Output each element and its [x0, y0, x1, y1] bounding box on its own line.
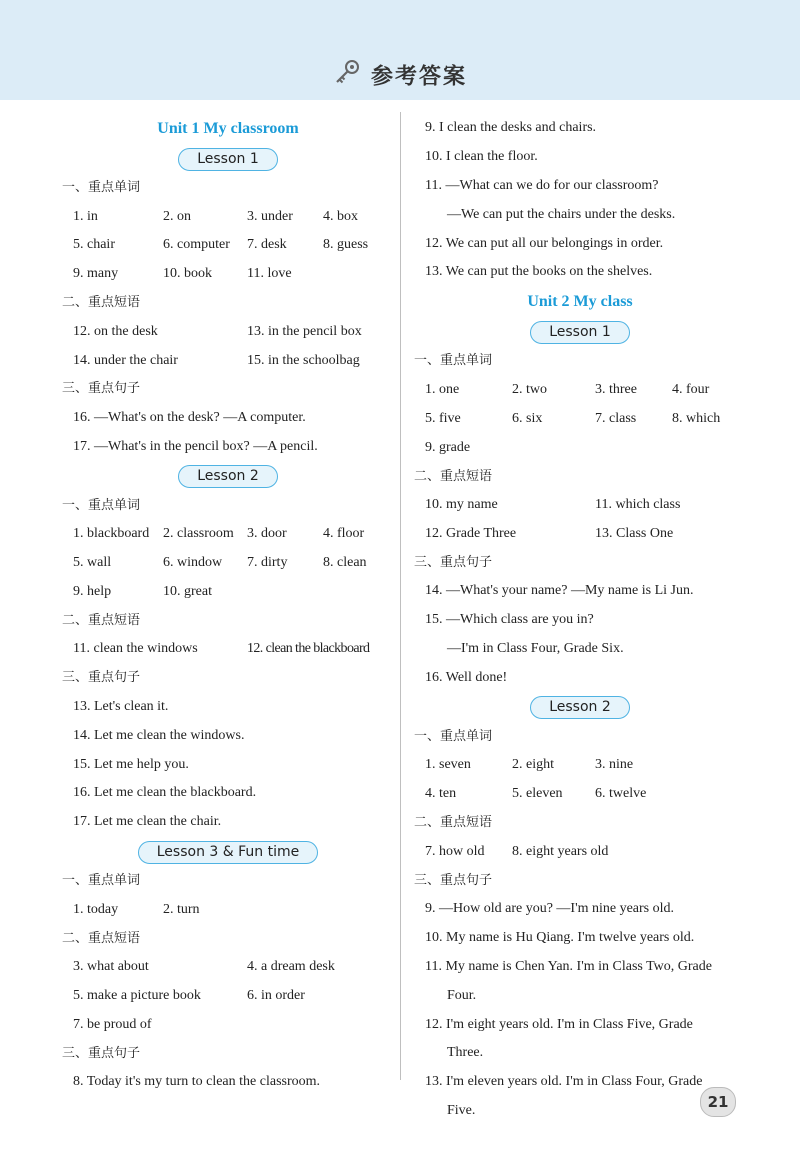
section-heading: 一、重点单词	[62, 873, 141, 889]
section-heading: 一、重点单词	[414, 728, 493, 744]
answer-row	[63, 953, 393, 982]
lesson-badge: Lesson 1	[178, 148, 278, 171]
answer-item: 7. be proud of	[73, 1016, 152, 1032]
answer-sentence: 14. —What's your name? —My name is Li Jun.	[425, 583, 694, 599]
answer-item: 13. in the pencil box	[247, 323, 362, 339]
section-heading: 三、重点句子	[62, 381, 141, 397]
answer-item: 6. six	[512, 410, 543, 426]
section-heading: 二、重点短语	[62, 295, 141, 311]
section-heading: 一、重点单词	[62, 497, 141, 513]
answer-item: 3. under	[247, 208, 293, 224]
answer-item: 13. Class One	[595, 525, 674, 541]
answer-item: 7. class	[595, 410, 637, 426]
answer-item: 11. love	[247, 266, 292, 282]
answer-sentence: 11. —What can we do for our classroom?	[425, 177, 659, 193]
answer-sentence: —We can put the chairs under the desks.	[447, 206, 676, 222]
answer-item: 3. door	[247, 526, 287, 542]
answer-item: 12. Grade Three	[425, 525, 517, 541]
section-heading: 三、重点句子	[62, 1045, 141, 1061]
answer-item: 1. one	[425, 381, 460, 397]
answer-item: 6. in order	[247, 988, 305, 1004]
answer-sentence: Four.	[447, 987, 477, 1003]
answer-item: 9. help	[73, 584, 112, 600]
answer-item: 9. many	[73, 266, 119, 282]
answer-row	[415, 751, 745, 780]
answer-item: 11. clean the windows	[73, 641, 198, 657]
lesson-badge: Lesson 2	[178, 465, 278, 488]
answer-row	[63, 520, 393, 549]
answer-item: 10. book	[163, 266, 212, 282]
answer-item: 3. nine	[595, 757, 634, 773]
lesson-badge: Lesson 2	[530, 696, 630, 719]
answer-item: 5. five	[425, 410, 461, 426]
answer-item: 3. three	[595, 381, 637, 397]
answer-sentence: Three.	[447, 1045, 484, 1061]
answer-item: 9. grade	[425, 439, 471, 455]
answer-item: 2. eight	[512, 757, 554, 773]
answer-item: 8. guess	[323, 237, 369, 253]
unit-title: Unit 2 My class	[527, 293, 633, 311]
section-heading: 三、重点句子	[62, 670, 141, 686]
answer-row	[415, 405, 745, 434]
answer-item: 2. two	[512, 381, 547, 397]
answer-sentence: 17. Let me clean the chair.	[73, 814, 222, 830]
answer-item: 3. what about	[73, 959, 149, 975]
answer-item: 4. four	[672, 381, 710, 397]
answer-row	[415, 491, 745, 520]
answer-sentence: —I'm in Class Four, Grade Six.	[447, 641, 624, 657]
left-column	[63, 114, 393, 1097]
answer-row	[415, 520, 745, 549]
unit-title: Unit 1 My classroom	[157, 120, 299, 137]
answer-sentence: Five.	[447, 1103, 476, 1119]
answer-item: 4. floor	[323, 526, 365, 542]
section-heading: 三、重点句子	[414, 872, 493, 888]
answer-row	[63, 635, 393, 664]
answer-sentence: 9. —How old are you? —I'm nine years old.	[425, 901, 675, 917]
answer-sentence: 12. We can put all our belongings in order.	[425, 235, 664, 251]
answer-sentence: 17. —What's in the pencil box? —A pencil.	[73, 438, 318, 454]
answer-item: 11. which class	[595, 497, 681, 513]
answer-sentence: 15. —Which class are you in?	[425, 612, 594, 628]
answer-item: 2. turn	[163, 901, 200, 917]
section-heading: 二、重点短语	[62, 930, 141, 946]
page-number: 21	[700, 1087, 736, 1117]
answer-row	[63, 203, 393, 232]
answer-sentence: 11. My name is Chen Yan. I'm in Class Two, Grade	[425, 958, 712, 974]
answer-sentence: 10. I clean the floor.	[425, 148, 538, 164]
answer-item: 7. desk	[247, 237, 287, 253]
answer-row	[63, 231, 393, 260]
answer-row	[415, 434, 745, 463]
answer-item: 8. clean	[323, 555, 367, 571]
answer-item: 1. today	[73, 901, 119, 917]
answer-row	[63, 318, 393, 347]
answer-item: 10. my name	[425, 497, 498, 513]
answer-item: 6. computer	[163, 237, 230, 253]
section-heading: 三、重点句子	[414, 554, 493, 570]
answer-item: 15. in the schoolbag	[247, 352, 360, 368]
answer-item: 7. dirty	[247, 555, 288, 571]
answer-item: 2. on	[163, 208, 191, 224]
answer-item: 6. window	[163, 555, 223, 571]
column-divider	[400, 112, 401, 1080]
answer-row	[63, 549, 393, 578]
answer-sentence: 14. Let me clean the windows.	[73, 727, 245, 743]
section-heading: 二、重点短语	[414, 468, 493, 484]
page-header	[0, 58, 800, 92]
section-heading: 一、重点单词	[62, 180, 141, 195]
lesson-badge: Lesson 3 & Fun time	[138, 841, 318, 864]
answer-item: 14. under the chair	[73, 352, 178, 368]
answer-sentence: 13. Let's clean it.	[73, 698, 169, 714]
answer-item: 12. clean the blackboard	[247, 641, 370, 657]
answer-sentence: 16. Let me clean the blackboard.	[73, 785, 257, 801]
answer-row	[415, 838, 745, 867]
answer-row	[415, 780, 745, 809]
answer-item: 5. eleven	[512, 786, 563, 802]
lesson-badge: Lesson 1	[530, 321, 630, 344]
answer-row	[63, 578, 393, 607]
answer-item: 5. chair	[73, 237, 115, 253]
section-heading: 一、重点单词	[414, 353, 493, 369]
answer-item: 12. on the desk	[73, 323, 158, 339]
answer-item: 5. wall	[73, 555, 112, 571]
answer-row	[63, 896, 393, 925]
section-heading: 二、重点短语	[62, 612, 141, 628]
answer-sentence: 13. We can put the books on the shelves.	[425, 264, 653, 280]
answer-item: 4. box	[323, 208, 358, 224]
answer-row	[415, 376, 745, 405]
key-icon	[333, 58, 361, 92]
answer-item: 7. how old	[425, 843, 485, 859]
answer-sentence: 8. Today it's my turn to clean the classroom.	[73, 1074, 321, 1090]
answer-item: 8. eight years old	[512, 843, 609, 859]
answer-row	[63, 260, 393, 289]
answer-sentence: 13. I'm eleven years old. I'm in Class Four, Grade	[425, 1074, 703, 1090]
right-column	[415, 114, 745, 1126]
answer-item: 10. great	[163, 584, 212, 600]
answer-item: 1. blackboard	[73, 526, 150, 542]
answer-sentence: 16. Well done!	[425, 669, 508, 685]
answer-sentence: 12. I'm eight years old. I'm in Class Five, Grade	[425, 1016, 693, 1032]
page-title: 参考答案	[370, 64, 467, 90]
answer-sentence: 15. Let me help you.	[73, 756, 189, 772]
answer-item: 4. a dream desk	[247, 959, 335, 975]
answer-item: 5. make a picture book	[73, 988, 201, 1004]
answer-sentence: 9. I clean the desks and chairs.	[425, 120, 597, 135]
answer-row	[63, 347, 393, 376]
answer-item: 4. ten	[425, 786, 457, 802]
answer-sentence: 16. —What's on the desk? —A computer.	[73, 409, 306, 425]
answer-item: 2. classroom	[163, 526, 234, 542]
answer-item: 1. in	[73, 208, 98, 224]
answer-row	[63, 1011, 393, 1040]
answer-item: 8. which	[672, 410, 721, 426]
answer-item: 6. twelve	[595, 786, 647, 802]
answer-item: 1. seven	[425, 757, 471, 773]
answer-row	[63, 982, 393, 1011]
answer-sentence: 10. My name is Hu Qiang. I'm twelve years old.	[425, 929, 695, 945]
header-wave-edge	[0, 92, 800, 106]
section-heading: 二、重点短语	[414, 815, 493, 831]
